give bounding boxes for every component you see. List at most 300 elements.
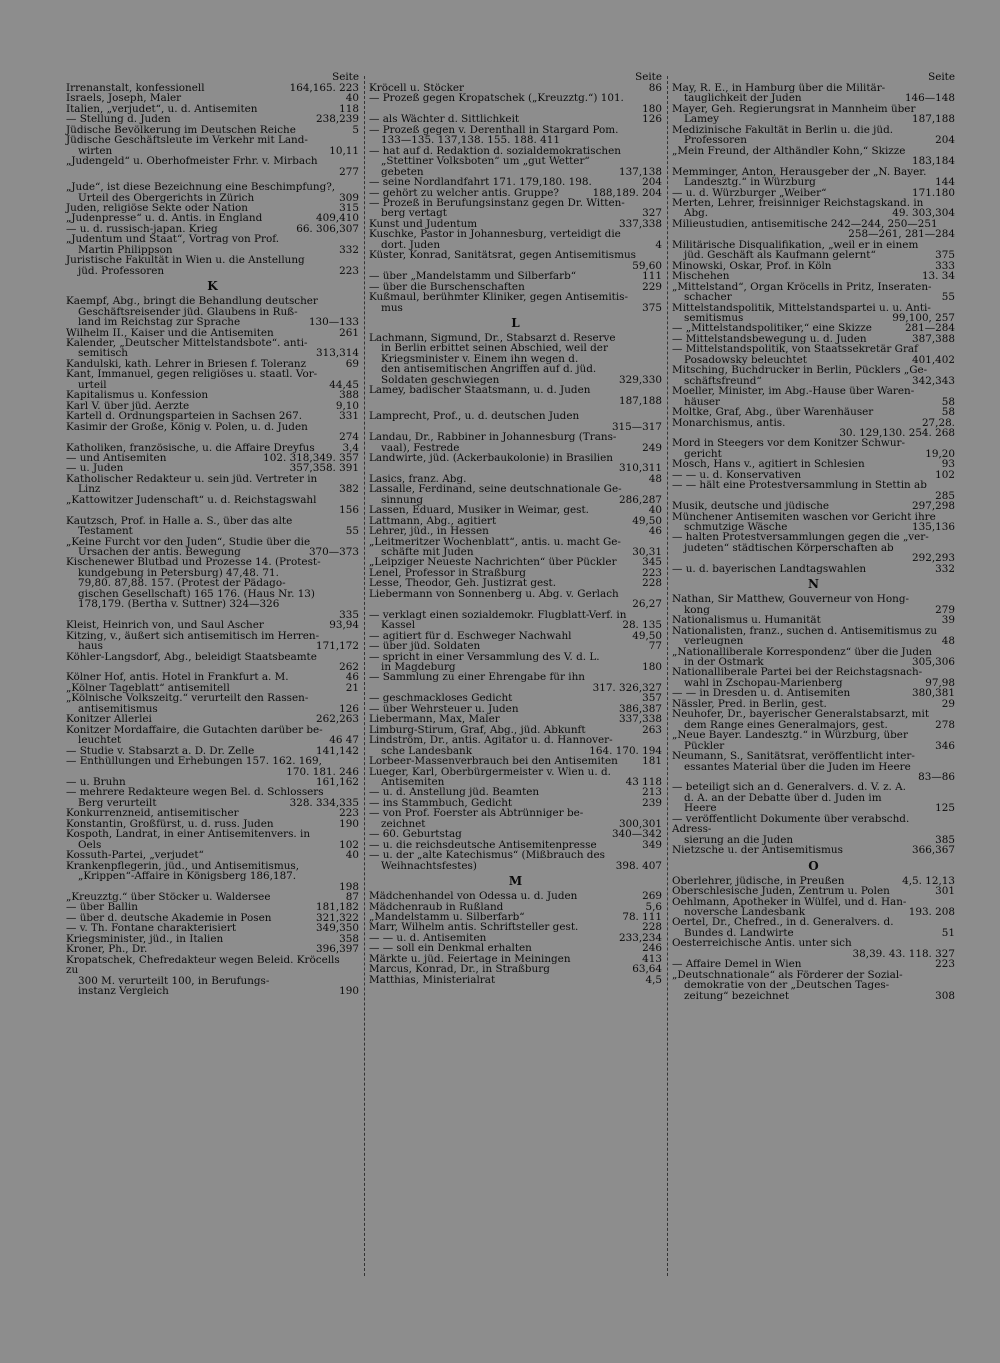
entry-text: — über die Burschenschaften	[369, 280, 525, 293]
entry-text: Mittelstandspolitik, Mittelstandspartei u. u. Anti-	[672, 301, 931, 314]
entry-text: schäftsfreund“	[684, 374, 762, 387]
entry-pages: 97,98	[925, 676, 955, 689]
entry-text: Lindström, Dr., antis. Agitator u. d. Hannover-	[369, 734, 613, 747]
entry-text: — u. d. Würzburger „Weiber“	[672, 186, 827, 199]
index-entry	[66, 182, 359, 192]
index-entry-continuation	[672, 636, 955, 646]
entry-text: „Leipziger Neueste Nachrichten“ über Pückler	[369, 556, 617, 569]
entry-pages: 164,165. 223	[289, 82, 359, 94]
entry-text: Nässler, Pred. in Berlin, gest.	[672, 697, 827, 710]
entry-text: — Mittelstandspolitik, von Staatssekretär Graf	[672, 343, 918, 356]
entry-pages: 77	[648, 640, 662, 653]
entry-text: schacher	[684, 291, 732, 304]
entry-text: — Prozeß gegen Kropatschek („Kreuzztg.“) 101.	[369, 92, 624, 105]
index-entry-continuation	[672, 177, 955, 187]
entry-text: „Kölnische Volkszeitg.“ verurteilt den Rassen-	[66, 692, 309, 705]
entry-text: — verklagt einen sozialdemokr. Flugblatt-Verf. in	[369, 608, 627, 621]
entry-pages: 297,298	[912, 500, 955, 513]
entry-pages: 413	[642, 952, 662, 965]
entry-text: Küster, Konrad, Sanitätsrat, gegen Antisemitismus	[369, 249, 636, 262]
entry-pages: 228	[642, 921, 662, 934]
entry-text: Konitzer Mordaffaire, die Gutachten darüber be-	[66, 723, 323, 736]
index-entry-continuation	[369, 861, 662, 871]
entry-text: Milieustudien, antisemitische 242—244, 250—251	[672, 217, 938, 230]
entry-text: dem Range eines Generalmajors, gest.	[684, 718, 888, 731]
entry-pages: 198	[339, 880, 359, 893]
entry-pages: 382	[339, 483, 359, 496]
entry-text: — ins Stammbuch, Gedicht	[369, 796, 513, 809]
entry-pages: 223	[339, 264, 359, 277]
entry-text: Kuschke, Pastor in Johannesburg, verteidigt die	[369, 228, 621, 241]
entry-text: — 60. Geburtstag	[369, 828, 462, 841]
entry-text: Katholiken, französische, u. die Affaire Dreyfus	[66, 441, 315, 454]
entry-pages: 279	[935, 603, 955, 616]
entry-text: Konkurrenzneid, antisemitischer	[66, 807, 239, 820]
entry-text: Oels	[78, 838, 102, 851]
entry-text: kundgebung in Petersburg) 47,48. 71.	[78, 566, 279, 579]
index-entry	[369, 177, 662, 187]
entry-pages: 286,287	[619, 493, 662, 506]
entry-text: sinnung	[381, 493, 424, 506]
entry-pages: 366,367	[912, 844, 955, 857]
index-entry-continuation	[672, 991, 955, 1001]
entry-pages: 46	[648, 525, 662, 538]
entry-text: Oberschlesische Juden, Zentrum u. Polen	[672, 885, 890, 898]
entry-pages: 4,5. 12,13	[902, 874, 955, 887]
index-entry	[66, 422, 359, 432]
index-entry	[66, 756, 359, 766]
index-entry-continuation	[66, 432, 359, 442]
entry-text: Lachmann, Sigmund, Dr., Stabsarzt d. Reserve	[369, 331, 616, 344]
entry-pages: 262	[339, 661, 359, 674]
entry-text: — geschmackloses Gedicht	[369, 692, 513, 705]
entry-pages: 328. 334,335	[289, 796, 359, 809]
entry-text: — über d. deutsche Akademie in Posen	[66, 911, 272, 924]
entry-pages: 170. 181. 246	[286, 765, 359, 778]
entry-text: Mischehen	[672, 270, 730, 283]
entry-text: Lueger, Karl, Oberbürgermeister v. Wien u. d.	[369, 765, 611, 778]
entry-pages: 223	[339, 807, 359, 820]
entry-pages: 180	[642, 102, 662, 115]
index-entry	[369, 526, 662, 536]
entry-pages: 249	[642, 441, 662, 454]
entry-text: haus	[78, 640, 103, 653]
index-entry-continuation	[66, 317, 359, 327]
entry-pages: 204	[935, 134, 955, 147]
entry-text: — über jüd. Soldaten	[369, 640, 481, 653]
entry-text: Italien, „verjudet“, u. d. Antisemiten	[66, 102, 258, 115]
entry-text: — seine Nordlandfahrt 171. 179,180. 198.	[369, 176, 592, 189]
entry-text: Nietzsche u. der Antisemitismus	[672, 844, 843, 857]
entry-text: — — in Dresden u. d. Antisemiten	[672, 687, 851, 700]
entry-pages: 19,20	[925, 447, 955, 460]
entry-pages: 9,10	[335, 399, 359, 412]
entry-text: Neuhofer, Dr., bayerischer Generalstabsarzt, mit	[672, 708, 930, 721]
entry-text: Kaempf, Abg., bringt die Behandlung deutscher	[66, 295, 318, 308]
entry-pages: 49. 303,304	[892, 207, 955, 220]
entry-pages: 171,172	[316, 640, 359, 653]
entry-pages: 387,388	[912, 332, 955, 345]
entry-text: — u. d. bayerischen Landtagswahlen	[672, 562, 867, 575]
entry-text: gischen Gesellschaft) 165 176. (Haus Nr. 13)	[78, 587, 315, 600]
entry-pages: 49,50	[632, 629, 662, 642]
entry-pages: 331	[339, 410, 359, 423]
entry-text: Oertel, Dr., Chefred., in d. Generalvers. d.	[672, 916, 894, 929]
entry-text: Moeller, Minister, im Abg.-Hause über Waren-	[672, 385, 915, 398]
entry-text: Märkte u. jüd. Feiertage in Meiningen	[369, 952, 571, 965]
entry-text: — u. d. russisch-japan. Krieg	[66, 222, 218, 235]
entry-pages: 78. 111	[622, 910, 662, 923]
entry-text: Lorbeer-Massenverbrauch bei den Antisemiten	[369, 755, 618, 768]
entry-text: 133—135. 137,138. 155. 188. 411	[381, 134, 560, 147]
entry-text: — gehört zu welcher antis. Gruppe?	[369, 186, 559, 199]
entry-pages: 277	[339, 165, 359, 178]
entry-text: Kasimir der Große, König v. Polen, u. d. Juden	[66, 420, 308, 433]
entry-pages: 385	[935, 833, 955, 846]
index-entry	[369, 756, 662, 766]
entry-text: Köhler-Langsdorf, Abg., beleidigt Staatsbeamte	[66, 650, 317, 663]
entry-text: Kassel	[381, 619, 416, 632]
entry-pages: 337,338	[619, 713, 662, 726]
entry-pages: 333	[935, 259, 955, 272]
entry-text: Karl V. über jüd. Aerzte	[66, 399, 190, 412]
entry-pages: 102. 318,349. 357	[263, 451, 359, 464]
entry-text: — Sammlung zu einer Ehrengabe für ihn	[369, 671, 585, 684]
entry-text: Marr, Wilhelm antis. Schriftsteller gest.	[369, 921, 579, 934]
entry-text: jüd. Geschäft als Kaufmann gelernt“	[684, 249, 876, 262]
entry-pages: 4	[655, 238, 662, 251]
entry-pages: 126	[339, 702, 359, 715]
entry-text: — u. Juden	[66, 462, 124, 475]
entry-text: „Kölner Tageblatt“ antisemitell	[66, 681, 230, 694]
entry-text: „Jude“, ist diese Bezeichnung eine Beschimpfung?,	[66, 181, 336, 194]
entry-pages: 5	[352, 123, 359, 136]
entry-text: — — u. d. Konservativen	[672, 468, 802, 481]
entry-text: gericht	[684, 447, 722, 460]
entry-pages: 229	[642, 280, 662, 293]
entry-pages: 193. 208	[908, 905, 955, 918]
column-page-header: Seite	[635, 71, 662, 83]
entry-pages: 21	[345, 681, 359, 694]
entry-text: Nationalliberale Partei bei der Reichstagsnach-	[672, 666, 923, 679]
index-entry	[672, 751, 955, 761]
entry-text: „Stettiner Volksboten“ um „gut Wetter“	[381, 155, 590, 168]
entry-text: Konitzer Allerlei	[66, 713, 152, 726]
entry-text: Mord in Steegers vor dem Konitzer Schwur-	[672, 437, 905, 450]
entry-pages: 4,5	[645, 973, 662, 986]
entry-text: Kleist, Heinrich von, und Saul Ascher	[66, 619, 264, 632]
index-entry	[672, 886, 955, 896]
entry-text: Urteil des Obergerichts in Zürich	[78, 191, 255, 204]
entry-text: „Leitmeritzer Wochenblatt“, antis. u. macht Ge-	[369, 535, 621, 548]
entry-text: Soldaten geschwiegen	[381, 373, 500, 386]
entry-text: — Affaire Demel in Wien	[672, 958, 802, 971]
entry-pages: 39	[941, 614, 955, 627]
entry-pages: 126	[642, 113, 662, 126]
entry-pages: 180	[642, 661, 662, 674]
entry-text: Kröcell u. Stöcker	[369, 82, 464, 94]
index-entry-continuation	[66, 641, 359, 651]
entry-pages: 398. 407	[615, 859, 662, 872]
entry-pages: 183,184	[912, 155, 955, 168]
entry-text: Kriegsminister v. Einem ihn wegen d.	[381, 352, 579, 365]
entry-text: Mosch, Hans v., agitiert in Schlesien	[672, 458, 865, 471]
entry-pages: 285	[935, 489, 955, 502]
entry-text: Nathan, Sir Matthew, Gouverneur von Hong-	[672, 593, 909, 606]
entry-text: in der Ostmark	[684, 656, 764, 669]
entry-text: Kapitalismus u. Konfession	[66, 389, 209, 402]
index-entry	[672, 480, 955, 490]
entry-text: — spricht in einer Versammlung des V. d. L.	[369, 650, 600, 663]
index-entry	[672, 501, 955, 511]
entry-text: sierung an die Juden	[684, 833, 794, 846]
index-entry-continuation	[66, 167, 359, 177]
entry-text: — „Mittelstandspolitiker,“ eine Skizze	[672, 322, 872, 335]
entry-pages: 327	[642, 207, 662, 220]
entry-text: Professoren	[684, 134, 747, 147]
section-letter: O	[808, 858, 819, 873]
entry-text: schmutzige Wäsche	[684, 521, 788, 534]
entry-text: — u. d. Anstellung jüd. Beamten	[369, 786, 540, 799]
entry-text: instanz Vergleich	[78, 985, 169, 998]
entry-pages: 409,410	[316, 212, 359, 225]
entry-pages: 213	[642, 786, 662, 799]
entry-text: Liebermann, Max, Maler	[369, 713, 500, 726]
entry-text: Lenel, Professor in Straßburg	[369, 566, 526, 579]
entry-text: Pückler	[684, 739, 725, 752]
entry-pages: 332	[339, 243, 359, 256]
entry-text: Irrenanstalt, konfessionell	[66, 82, 205, 94]
entry-text: — beteiligt sich an d. Generalvers. d. V. z. A.	[672, 781, 906, 794]
entry-pages: 292,293	[912, 552, 955, 565]
entry-text: wahl in Zschopau-Marienberg	[684, 676, 843, 689]
entry-text: dort. Juden	[381, 238, 441, 251]
entry-text: 79,80. 87,88. 157. (Protest der Pädago-	[78, 577, 286, 590]
entry-pages: 187,188	[912, 113, 955, 126]
entry-pages: 337,338	[619, 217, 662, 230]
entry-text: Münchener Antisemiten waschen vor Gericht ihre	[672, 510, 936, 523]
index-entry-continuation	[66, 526, 359, 536]
entry-text: Kalender, „Deutscher Mittelstandsbote“. anti-	[66, 336, 308, 349]
entry-pages: 281—284	[904, 322, 955, 335]
entry-pages: 313,314	[316, 347, 359, 360]
entry-text: Kitzing, v., äußert sich antisemitisch im Herren-	[66, 629, 320, 642]
entry-text: Antisemiten	[381, 776, 445, 788]
entry-text: Juden, religiöse Sekte oder Nation	[66, 201, 248, 214]
entry-pages: 263	[642, 723, 662, 736]
entry-pages: 228	[642, 577, 662, 590]
entry-pages: 246	[642, 942, 662, 955]
entry-pages: 135,136	[912, 521, 955, 534]
entry-text: mus	[381, 301, 403, 314]
entry-text: demokratie von der „Deutschen Tages-	[684, 979, 890, 992]
entry-text: — mehrere Redakteure wegen Bel. d. Schlossers	[66, 786, 324, 799]
entry-text: — halten Protestversammlungen gegen die „ver-	[672, 531, 929, 544]
entry-pages: 13. 34	[921, 270, 955, 283]
entry-pages: 375	[935, 249, 955, 262]
entry-text: Juristische Fakultät in Wien u. die Anstellung	[66, 254, 305, 267]
entry-text: Weihnachtsfestes)	[381, 859, 477, 872]
entry-pages: 375	[642, 301, 662, 314]
index-entry	[66, 829, 359, 839]
entry-text: „Judengeld“ u. Oberhofmeister Frhr. v. Mirbach	[66, 155, 318, 168]
entry-text: — Mittelstandsbewegung u. d. Juden	[672, 332, 867, 345]
entry-text: Martin Philippson	[78, 243, 173, 256]
entry-text: Landesztg.“ in Würzburg	[684, 176, 816, 189]
entry-text: Lattmann, Abg., agitiert	[369, 514, 497, 527]
entry-text: land im Reichstag zur Sprache	[78, 316, 241, 329]
index-entry-continuation	[369, 303, 662, 313]
column-page-header: Seite	[928, 71, 955, 83]
entry-pages: 310,311	[619, 462, 662, 475]
entry-pages: 370—373	[308, 546, 359, 559]
entry-text: — hat auf d. Redaktion d. sozialdemokratischen	[369, 144, 621, 157]
entry-text: Lassen, Eduard, Musiker in Weimar, gest.	[369, 504, 589, 517]
entry-pages: 204	[642, 176, 662, 189]
entry-pages: 188,189. 204	[592, 186, 662, 199]
entry-text: — von Prof. Foerster als Abtrünniger be-	[369, 807, 584, 820]
index-entry	[369, 589, 662, 599]
entry-text: tauglichkeit der Juden	[684, 92, 802, 105]
entry-pages: 58	[941, 395, 955, 408]
entry-pages: 346	[935, 739, 955, 752]
entry-text: „Mandelstamm u. Silberfarb“	[369, 910, 525, 923]
entry-pages: 102	[339, 838, 359, 851]
index-entry	[672, 407, 955, 417]
entry-pages: 358	[339, 932, 359, 945]
index-entry	[66, 474, 359, 484]
entry-pages: 141,142	[316, 744, 359, 757]
entry-text: Neumann, S., Sanitätsrat, veröffentlicht inter-	[672, 750, 915, 763]
entry-pages: 46	[345, 671, 359, 684]
entry-text: Oehlmann, Apotheker in Wülfel, und d. Han-	[672, 895, 907, 908]
index-column-3	[672, 72, 955, 1001]
entry-text: Lasics, franz. Abg.	[369, 472, 467, 485]
index-column-2	[369, 72, 662, 985]
entry-text: Posadowsky beleuchtet	[684, 353, 807, 366]
column-divider	[667, 76, 668, 1276]
entry-text: Monarchismus, antis.	[672, 416, 786, 429]
entry-pages: 164. 170. 194	[589, 744, 662, 757]
entry-pages: 261	[339, 326, 359, 339]
index-entry-continuation	[66, 266, 359, 276]
entry-text: Merten, Lehrer, freisinniger Reichstagskand. in	[672, 196, 924, 209]
entry-pages: 87	[345, 890, 359, 903]
index-entry	[369, 432, 662, 442]
entry-pages: 335	[339, 608, 359, 621]
entry-text: — Stellung d. Juden	[66, 113, 171, 126]
entry-text: essantes Material über die Juden im Heere	[684, 760, 911, 773]
entry-pages: 317. 326,327	[592, 681, 662, 694]
entry-pages: 40	[345, 849, 359, 862]
entry-pages: 30,31	[632, 546, 662, 559]
column-page-header: Seite	[332, 71, 359, 83]
entry-pages: 51	[941, 926, 955, 939]
entry-text: vaal), Festrede	[381, 441, 460, 454]
entry-pages: 401,402	[912, 353, 955, 366]
entry-text: Kunst und Judentum	[369, 217, 478, 230]
entry-pages: 63,64	[632, 963, 662, 976]
entry-text: Oberlehrer, jüdische, in Preußen	[672, 874, 845, 887]
index-entry	[672, 564, 955, 574]
entry-pages: 49,50	[632, 514, 662, 527]
entry-text: Kospoth, Landrat, in einer Antisemitenvers. in	[66, 828, 311, 841]
entry-pages: 29	[941, 697, 955, 710]
entry-text: Lamprecht, Prof., u. d. deutschen Juden	[369, 410, 580, 423]
entry-pages: 269	[642, 890, 662, 903]
entry-text: Limburg-Stirum, Graf, Abg., jüd. Abkunft	[369, 723, 586, 736]
column-divider	[364, 76, 365, 1276]
entry-text: Matthias, Ministerialrat	[369, 973, 496, 986]
entry-text: zeichnet	[381, 817, 426, 830]
entry-pages: 223	[642, 566, 662, 579]
entry-text: Kropatschek, Chefredakteur wegen Beleid. Kröcells zu	[66, 953, 340, 977]
entry-pages: 43 118	[625, 776, 662, 788]
entry-text: Lassalle, Ferdinand, seine deutschnationale Ge-	[369, 483, 622, 496]
entry-text: Medizinische Fakultät in Berlin u. die jüd.	[672, 123, 894, 136]
entry-pages: 5,6	[645, 900, 662, 913]
section-letter: L	[511, 315, 520, 330]
index-entry	[672, 845, 955, 855]
entry-pages: 156	[339, 504, 359, 517]
entry-text: — und Antisemiten	[66, 451, 167, 464]
entry-text: „Krippen“-Affaire in Königsberg 186,187.	[78, 870, 297, 883]
entry-text: Jüdische Bevölkerung im Deutschen Reiche	[66, 123, 296, 136]
entry-text: Bundes d. Landwirte	[684, 926, 794, 939]
index-entry	[66, 955, 359, 976]
entry-pages: 345	[642, 556, 662, 569]
entry-pages: 144	[935, 176, 955, 189]
entry-text: gebeten	[381, 165, 424, 178]
entry-text: Kandulski, kath. Lehrer in Briesen f. Toleranz	[66, 357, 307, 370]
entry-pages: 342,343	[912, 374, 955, 387]
entry-text: den antisemitischen Angriffen auf d. jüd.	[381, 363, 597, 376]
entry-pages: 55	[941, 291, 955, 304]
entry-pages: 30. 129,130. 254. 268	[839, 426, 955, 439]
entry-pages: 93	[941, 458, 955, 471]
section-letter: N	[808, 577, 819, 592]
index-entry	[66, 156, 359, 166]
entry-pages: 238,239	[316, 113, 359, 126]
entry-pages: 223	[935, 958, 955, 971]
entry-pages: 187,188	[619, 394, 662, 407]
entry-pages: 38,39. 43. 118. 327	[852, 947, 955, 960]
entry-text: d. A. an der Debatte über d. Juden im	[684, 791, 882, 804]
entry-text: Moltke, Graf, Abg., über Warenhäuser	[672, 406, 874, 419]
entry-text: jüd. Professoren	[78, 264, 165, 277]
entry-pages: 3,4	[342, 441, 359, 454]
entry-text: Nationalismus u. Humanität	[672, 614, 821, 627]
entry-text: „Neue Bayer. Landesztg.“ in Würzburg, über	[672, 729, 908, 742]
entry-pages: 48	[941, 635, 955, 648]
index-entry	[369, 641, 662, 651]
entry-pages: 349	[642, 838, 662, 851]
entry-pages: 315	[339, 201, 359, 214]
entry-pages: 332	[935, 562, 955, 575]
entry-text: Kossuth-Partei, „verjudet“	[66, 849, 204, 862]
entry-text: — über Wehrsteuer u. Juden	[369, 702, 519, 715]
entry-pages: 137,138	[619, 165, 662, 178]
entry-pages: 118	[339, 102, 359, 115]
entry-pages: 181	[642, 755, 662, 768]
entry-text: Lamey, badischer Staatsmann, u. d. Juden	[369, 384, 591, 397]
entry-text: 178,179. (Bertha v. Suttner) 324—326	[78, 598, 280, 611]
entry-text: Konstantin, Großfürst, u. d. russ. Juden	[66, 817, 274, 830]
entry-text: — als Wächter d. Sittlichkeit	[369, 113, 520, 126]
entry-pages: 40	[648, 504, 662, 517]
entry-pages: 146—148	[904, 92, 955, 105]
entry-text: „Mein Freund, der Althändler Kohn,“ Skizze	[672, 144, 906, 157]
